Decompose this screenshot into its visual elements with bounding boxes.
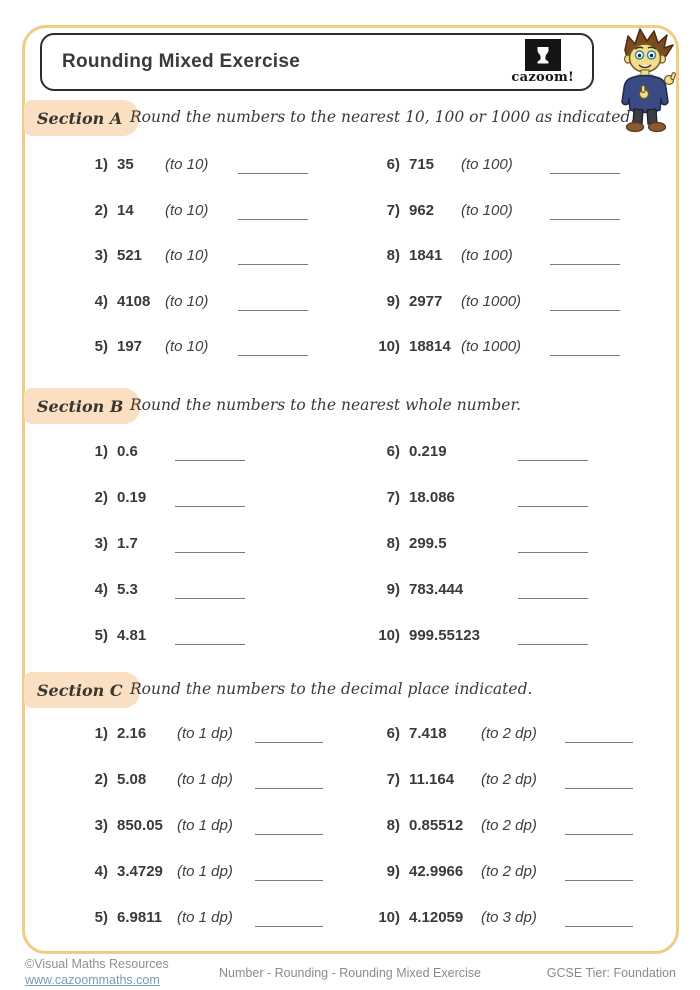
problem-row [78,894,323,940]
problem-note: (to 2 dp) [481,862,537,880]
answer-line [565,926,633,927]
answer-line [550,219,620,220]
problem-value: 35 [117,156,134,174]
answer-line [255,880,323,881]
problem-number: 2) [94,770,108,788]
section-c-left-column [78,710,323,940]
gcse-tier-label: GCSE Tier: Foundation [546,966,676,980]
problem-value: 0.19 [117,488,147,506]
problem-row [78,428,245,474]
problem-row [366,324,620,370]
problem-value: 850.05 [117,816,163,834]
problem-number: 5) [94,908,108,926]
problem-value: 0.85512 [409,816,464,834]
copyright-text: ©Visual Maths Resources [25,957,169,971]
problem-note: (to 1 dp) [177,908,233,926]
problem-number: 7) [386,201,400,219]
answer-line [518,644,588,645]
problem-note: (to 2 dp) [481,816,537,834]
problem-row [78,324,308,370]
problem-note: (to 10) [165,156,209,174]
answer-line [550,310,620,311]
answer-line [518,460,588,461]
answer-line [518,598,588,599]
section-c-instruction: Round the numbers to the decimal place indicated. [130,680,533,698]
answer-line [255,742,323,743]
problem-row [78,188,308,234]
problem-row [78,142,308,188]
problem-value: 783.444 [409,580,464,598]
section-a-label: Section A [24,100,139,136]
problem-number: 8) [386,816,400,834]
problem-number: 7) [386,770,400,788]
problem-value: 299.5 [409,534,447,552]
problem-number: 10) [378,908,400,926]
problem-row [366,474,588,520]
problem-note: (to 100) [461,156,513,174]
answer-line [550,355,620,356]
problem-row [78,756,323,802]
problem-number: 3) [94,534,108,552]
problem-value: 4.81 [117,626,147,644]
problem-value: 3.4729 [117,862,163,880]
problem-row [366,710,633,756]
section-b-right-column [366,428,588,658]
problem-number: 3) [94,247,108,265]
problem-row [366,848,633,894]
answer-line [238,310,308,311]
section-c-label: Section C [24,672,140,708]
problem-note: (to 1000) [461,292,522,310]
problem-number: 10) [378,626,400,644]
answer-line [238,355,308,356]
problem-value: 14 [117,201,134,219]
problem-row [78,566,245,612]
problem-value: 521 [117,247,143,265]
problem-number: 4) [94,862,108,880]
problem-value: 0.6 [117,442,138,460]
problem-number: 1) [94,442,108,460]
problem-number: 1) [94,156,108,174]
problem-value: 962 [409,201,435,219]
problem-row [78,848,323,894]
answer-line [518,506,588,507]
problem-row [366,279,620,325]
problem-note: (to 1 dp) [177,862,233,880]
cazoom-drum-icon [525,39,561,71]
section-b-left-column [78,428,245,658]
problem-value: 2977 [409,292,443,310]
problem-value: 999.55123 [409,626,480,644]
website-link[interactable]: www.cazoommaths.com [25,973,160,988]
problem-row [366,233,620,279]
answer-line [175,506,245,507]
section-b-instruction: Round the numbers to the nearest whole number. [130,396,522,414]
problem-number: 2) [94,488,108,506]
problem-note: (to 10) [165,338,209,356]
problem-number: 1) [94,724,108,742]
problem-note: (to 10) [165,292,209,310]
footer-breadcrumb: Number - Rounding - Rounding Mixed Exercise [219,966,481,980]
problem-value: 6.9811 [117,908,163,926]
problem-row [366,802,633,848]
problem-note: (to 100) [461,247,513,265]
answer-line [550,173,620,174]
problem-note: (to 2 dp) [481,770,537,788]
section-a-left-column [78,142,308,370]
section-b-label: Section B [24,388,140,424]
problem-note: (to 100) [461,201,513,219]
problem-number: 8) [386,247,400,265]
problem-value: 2.16 [117,724,147,742]
cazoom-logo-text: cazoom! [511,70,574,85]
problem-number: 2) [94,201,108,219]
problem-row [366,428,588,474]
answer-line [175,552,245,553]
problem-note: (to 2 dp) [481,724,537,742]
problem-number: 6) [386,442,400,460]
problem-note: (to 1 dp) [177,770,233,788]
problem-number: 4) [94,580,108,598]
problem-note: (to 1 dp) [177,724,233,742]
problem-number: 8) [386,534,400,552]
problem-row [78,279,308,325]
problem-number: 4) [94,292,108,310]
problem-value: 0.219 [409,442,447,460]
problem-row [78,612,245,658]
answer-line [565,834,633,835]
problem-value: 4.12059 [409,908,464,926]
problem-number: 5) [94,338,108,356]
problem-number: 9) [386,862,400,880]
problem-number: 6) [386,156,400,174]
answer-line [565,880,633,881]
problem-row [366,894,633,940]
section-c-right-column [366,710,633,940]
problem-value: 5.3 [117,580,138,598]
problem-note: (to 1000) [461,338,522,356]
problem-row [366,612,588,658]
problem-value: 5.08 [117,770,147,788]
problem-row [366,756,633,802]
problem-note: (to 10) [165,201,209,219]
cazoom-logo [511,39,574,85]
answer-line [238,219,308,220]
answer-line [175,460,245,461]
problem-value: 42.9966 [409,862,464,880]
answer-line [175,598,245,599]
problem-value: 197 [117,338,143,356]
problem-row [366,142,620,188]
footer-credit [25,956,169,989]
problem-note: (to 3 dp) [481,908,537,926]
problem-number: 6) [386,724,400,742]
problem-note: (to 10) [165,247,209,265]
answer-line [565,742,633,743]
problem-number: 9) [386,292,400,310]
problem-value: 1.7 [117,534,138,552]
section-a-instruction: Round the numbers to the nearest 10, 100 or 1000 as indicated. [130,108,636,126]
problem-value: 7.418 [409,724,447,742]
problem-value: 18.086 [409,488,455,506]
problem-row [366,188,620,234]
answer-line [255,788,323,789]
problem-number: 5) [94,626,108,644]
answer-line [175,644,245,645]
problem-row [78,710,323,756]
answer-line [255,834,323,835]
problem-value: 18814 [409,338,451,356]
problem-number: 10) [378,338,400,356]
problem-value: 4108 [117,292,151,310]
problem-note: (to 1 dp) [177,816,233,834]
answer-line [518,552,588,553]
answer-line [238,264,308,265]
answer-line [255,926,323,927]
problem-value: 715 [409,156,435,174]
problem-row [78,520,245,566]
problem-row [78,233,308,279]
problem-row [366,520,588,566]
section-a-right-column [366,142,620,370]
answer-line [565,788,633,789]
problem-number: 9) [386,580,400,598]
problem-value: 11.164 [409,770,455,788]
page-title: Rounding Mixed Exercise [62,51,301,72]
problem-row [78,802,323,848]
problem-number: 7) [386,488,400,506]
problem-number: 3) [94,816,108,834]
problem-row [78,474,245,520]
problem-row [366,566,588,612]
answer-line [238,173,308,174]
worksheet-header [40,33,594,91]
problem-value: 1841 [409,247,443,265]
answer-line [550,264,620,265]
